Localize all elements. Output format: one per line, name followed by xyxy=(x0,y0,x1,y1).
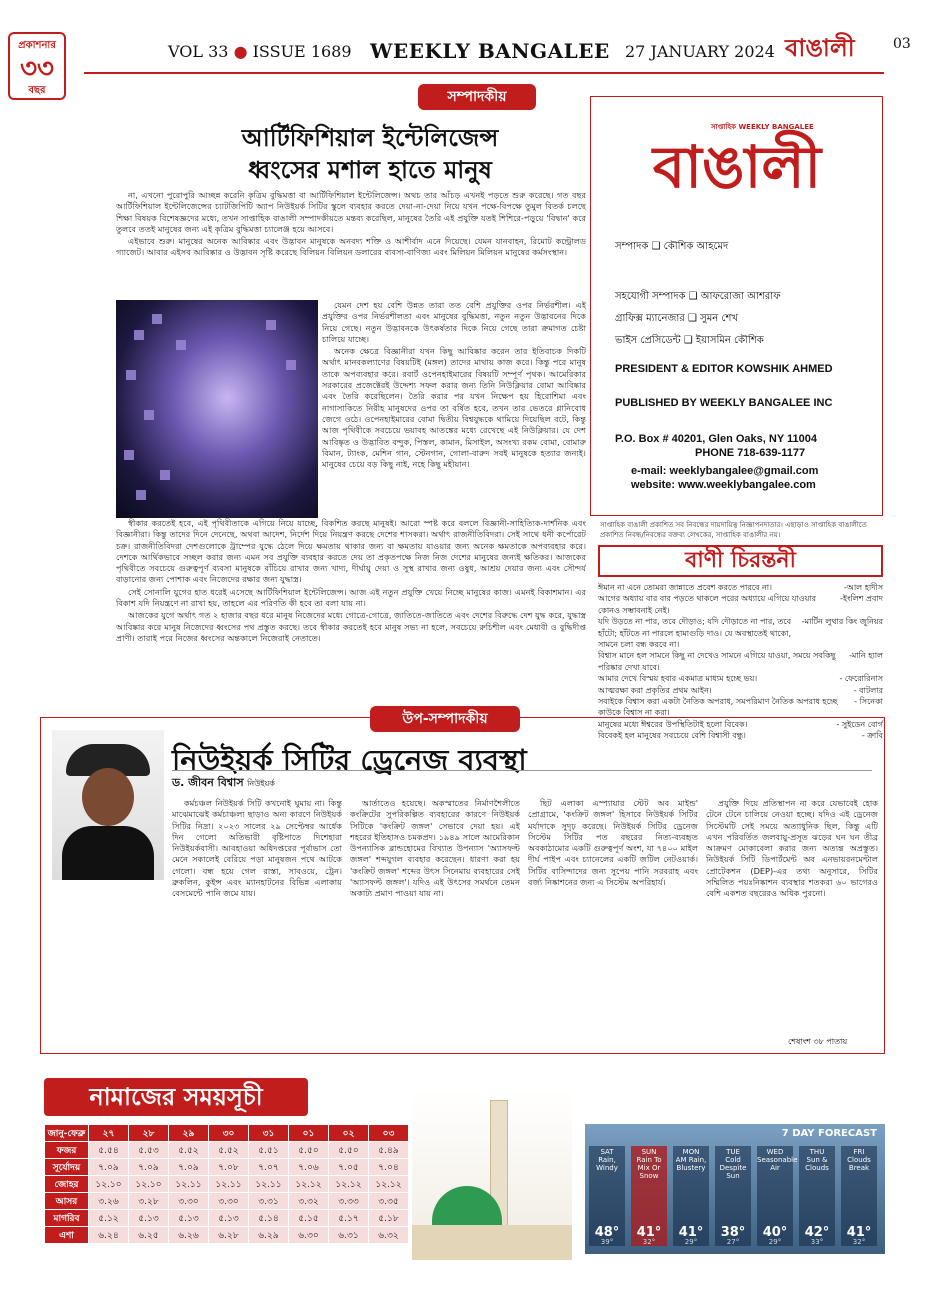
quote-item xyxy=(598,696,883,719)
quote-item xyxy=(598,593,883,616)
paragraph: ছিট এলাকা এস্প্যায়ার স্টেট অব মাইন্ড' প্রোগ্রামে, 'কংক্রিট জঙ্গল' হিসাবে নিউইয়র্ক সিটির মর্যাদাকে সুদৃঢ় করেছে। নিউইয়র্ক সিটির ড্রেনেজ সিস্টেম সিটির পত বছরের নিত্য-ব্যবহৃত অবকাঠামোর একটি গুরুত্বপূর্ণ অংশ, যা ৭৪০০ মাইল দীর্ঘ পাইপ এবং চ্যানেলের একটি জটিল নেটওয়ার্ক। সিটির বাসিন্দাদের জন্য সুপেয় পানি সরবরাহ এবং বর্জ্য নিষ্কাশনের জন্য এ সিস্টেম অপরিহার্য। xyxy=(528,798,698,888)
prayer-time: ১২.১০ xyxy=(89,1176,129,1193)
page-number: 03 xyxy=(893,36,911,52)
prayer-name: জোহর xyxy=(45,1176,89,1193)
prayer-time: ৫.৫১ xyxy=(249,1142,289,1159)
paragraph: অনেক ক্ষেত্রে বিজ্ঞানীরা যখন কিছু আবিষ্কার করেন তার ইতিবাচক দিকটি অর্থাৎ মানবকল্যাণের বিষয়টিই (মঙ্গল) তাদের মাথায় কাজ করে। কিন্তু পরে মানুষ তাকে অপব্যবহার করে। রবার্ট ওপেনহাইমারের বিষয়টি সম্পূর্ণ পৃথক। আমেরিকার সরকারের প্রজেক্টেরই উদ্দেশ্য সফল করার জন্য তিনি নিউক্লিয়ার বোমা আবিষ্কার এবং তৈরি করেছিলেন। তৈরি করার পর যখন নিক্ষেপ হয় হিরোশিমা এবং নাগাসাকিতে নিরীহ মানুষদের ওপর তা বর্ষিত হবে, তখন তার ভেতরে গ্লানিবোধ জেগে ওঠে। ওপেনহাইমারের বোমা দ্বিতীয় বিশ্বযুদ্ধকে থামিয়ে দিয়েছিল বটে, কিন্তু আজ পৃথিবীকে সবচেয়ে ভয়াবহ আতঙ্কের মধ্যে রেখেছে এই নিউক্লিয়ার। যে দেশ আবিষ্কৃত ও উদ্ভাবিত বন্দুক, পিস্তল, কামান, মিসাইল, অসংখ্য রকম বোমা, বোমারু বিমান, ট্যাংক, মেশিন গান, স্টেনগান, গোলা-বারুদ সবই মানুষকে হত্যার জন্যই। মানুষের চেয়ে বড় কিছু নাই, নহে কিছু মহীয়ান। xyxy=(322,346,586,470)
day-low: 32° xyxy=(642,1238,656,1246)
editorial-intro xyxy=(116,190,586,300)
prayer-time: ৩.৩০ xyxy=(209,1193,249,1210)
prayer-time: ৫.৫৪ xyxy=(89,1142,129,1159)
weather-forecast xyxy=(585,1124,885,1254)
quote-author: -মার্টিন লুথার কিং জুনিয়র xyxy=(801,617,883,627)
prayer-time: ১২.১২ xyxy=(289,1176,329,1193)
day-desc: Seasonable Air xyxy=(757,1156,798,1172)
prayer-time: ১২.১১ xyxy=(249,1176,289,1193)
sub-editorial-col4 xyxy=(706,798,878,1034)
issue-date: 27 JANUARY 2024 xyxy=(625,42,775,61)
quote-text: আগের অধ্যায় বার বার পড়তে থাকলে পরের অধ্যায়ে এগিয়ে যাওয়ার কোনও সম্ভাবনাই নেই। xyxy=(598,594,817,615)
day-name: THU xyxy=(809,1148,825,1156)
quote-author: -আল হাদীস xyxy=(843,583,883,592)
quote-author: - বাটলার xyxy=(853,685,883,695)
day-name: WED xyxy=(766,1148,784,1156)
prayer-date: ০২ xyxy=(329,1125,369,1142)
prayer-time: ৫.১৭ xyxy=(329,1210,369,1227)
prayer-time: ৬.৩২ xyxy=(369,1227,409,1244)
day-low: 33° xyxy=(810,1238,824,1246)
prayer-row xyxy=(45,1176,409,1193)
issue: ISSUE 1689 xyxy=(252,42,352,61)
prayer-time: ৩.২৮ xyxy=(129,1193,169,1210)
prayer-time: ৭.০৫ xyxy=(329,1159,369,1176)
prayer-time: ৭.০৬ xyxy=(289,1159,329,1176)
mosque-illustration xyxy=(412,1090,572,1260)
author-name: ড. জীবন বিশ্বাস xyxy=(172,776,244,789)
prayer-corner: জানু-ফেব্রু xyxy=(45,1125,89,1142)
prayer-row xyxy=(45,1193,409,1210)
masthead-small: সাপ্তাহিক WEEKLY BANGALEE xyxy=(711,123,814,131)
day-low: 32° xyxy=(852,1238,866,1246)
quote-item xyxy=(598,650,883,673)
forecast-day xyxy=(673,1146,709,1246)
prayer-time: ৫.৫২ xyxy=(169,1142,209,1159)
prayer-time: ৫.১৩ xyxy=(169,1210,209,1227)
prayer-name: মাগরিব xyxy=(45,1210,89,1227)
editorial-headline-line1: আর্টিফিশিয়াল ইন্টেলিজেন্স xyxy=(241,124,499,152)
day-desc: Rain, Windy xyxy=(596,1156,618,1172)
prayer-time: ৫.১৮ xyxy=(369,1210,409,1227)
quote-text: যদি উড়তে না পার, তবে দৌড়াও; যদি দৌড়াতে না পার, তবে হাঁটো; হাঁটতে না পারলে হামাগুড়ি দাও। যে অবস্থাতেই থাকো, সামনে চলা বন্ধ করবে না। xyxy=(598,617,792,650)
prayer-name: এশা xyxy=(45,1227,89,1244)
paragraph: আর্তাতেও হয়েছে। অকস্মাতের নির্মাণশৈলীতে কংক্রিটের সুপরিকল্পিত ব্যবহারের কারণে নিউইয়র্ক সিটিকে 'কংক্রিট জঙ্গল' সেভাবে দেয়া হয়। এই শহরের ইতিহাসও চমকপ্রদ। ১৯৪৯ সালে আমেরিকান উপন্যাসিক ব্লান্ডহোমের বিখ্যাত উপন্যাস 'অ্যাসফল্ট জঙ্গল' শব্দযুগল ব্যবহার করেছেন। ধারণা করা হয় 'কংক্রিট জঙ্গল' শব্দের উৎস সিনেমায় ব্যবহারের সেই 'অ্যাসফল্ট জঙ্গল'। যদিও এই উৎসের সমর্থনে তেমন অকাট্য প্রমাণ পাওয়া যায় না। xyxy=(350,798,520,899)
paragraph: না, এখনো পুরোপুরি আচ্ছন্ন করেনি কৃত্রিম বুদ্ধিমত্তা বা আর্টিফিশিয়াল ইন্টেলিজেন্স। অথচ তার আঁচড় এখনই পড়তে শুরু করেছে। গত বছর আর্টিফিশিয়াল ইন্টেলিজেন্সের চ্যাটজিপিটি অ্যাপ নিউইয়র্ক সিটির স্কুলে ব্যবহার করতে দেয়া-না-দেয়া নিয়ে যখন পক্ষে-বিপক্ষে তুমুল বিতর্ক চলছে শিক্ষা বিষয়ক বিশেষজ্ঞদের মধ্যে, তখন সাপ্তাহিক বাঙালী সম্পাদকীয়তে মন্তব্য করেছিল, মানুষের তৈরি এই প্রযুক্তি যতই শিশিরে-পড়ুয়ে 'বিদ্বান' করে তুলবে ততই মানুষের জন্য এই কৃত্রিম বুদ্ধিমত্তা চ্যালেঞ্জ হয়ে আসবে। xyxy=(116,190,586,234)
day-high: 41° xyxy=(846,1225,872,1240)
address-line: P.O. Box # 40201, Glen Oaks, NY 11004 xyxy=(615,433,818,445)
prayer-time: ১২.১১ xyxy=(209,1176,249,1193)
prayer-time: ৫.১২ xyxy=(89,1210,129,1227)
quote-author: - সিনেকা xyxy=(854,697,883,707)
day-high: 38° xyxy=(720,1225,746,1240)
prayer-time: ৬.২৫ xyxy=(129,1227,169,1244)
quote-author: -মানি হ্যাল xyxy=(848,651,883,661)
quote-author: - ক্রাবি xyxy=(861,731,883,741)
paragraph: এইভাবে শুরু। মানুষের অনেক আবিষ্কার এবং উদ্ভাবন মানুষকে অনবদ্য শক্তি ও আশীর্বাদ এনে দিয়েছে। যেমন যানবাহন, রিমোট কন্ট্রোলড গ্যাজেট। আবার এইসব আবিষ্কার ও উদ্ভাবন সৃষ্টি করেছে বিলিয়ন বিলিয়ন ডলারের ব্যবসা-বাণিজ্য এবং মিলিয়ন মিলিয়ন মানুষের কর্মসংস্থান। xyxy=(116,236,586,258)
prayer-header-row xyxy=(45,1125,409,1142)
prayer-time: ৫.১৫ xyxy=(289,1210,329,1227)
prayer-name: আসর xyxy=(45,1193,89,1210)
prayer-time: ৫.১৩ xyxy=(209,1210,249,1227)
prayer-time: ১২.১১ xyxy=(169,1176,209,1193)
quote-author: -ইংলিশ প্রবাদ xyxy=(840,594,883,604)
ai-face-image xyxy=(116,300,318,518)
prayer-date: ৩০ xyxy=(209,1125,249,1142)
day-high: 42° xyxy=(804,1225,830,1240)
prayer-time: ৫.৫০ xyxy=(329,1142,369,1159)
day-name: SAT xyxy=(600,1148,614,1156)
forecast-day xyxy=(715,1146,751,1246)
prayer-row xyxy=(45,1142,409,1159)
editor-line: সম্পাদক ❑ কৌশিক আহমেদ xyxy=(615,241,729,252)
quote-item xyxy=(598,582,883,593)
prayer-time: ৬.২৬ xyxy=(169,1227,209,1244)
paragraph: আজকের যুগে অর্থাৎ গত ২ হাজার বছর ধরে মানুষ নিজেদের মধ্যে গোত্রে-গোত্রে, জাতিতে-জাতিতে এবং দেশের বিরুদ্ধে দেশ যুদ্ধ করে, যুদ্ধাস্ত্র আবিষ্কার করে মানুষ নিজেদের ধ্বংসের পথ প্রস্তুত করছে। তবে স্বীকার করতেই হবে মানুষ সভ্য না হলে, সবচেয়ে রুচিশীল এবং মেধাবী ও বুদ্ধিদীপ্ত প্রাণী। তারাই পরে নিজের ধ্বংসের অন্তকালে নিজেরাই নেতাতে। xyxy=(116,610,586,643)
forecast-day xyxy=(631,1146,667,1246)
prayer-time: ১২.১০ xyxy=(129,1176,169,1193)
author-byline xyxy=(172,774,275,793)
editorial-right-column xyxy=(322,300,586,516)
prayer-time: ৩.৩১ xyxy=(249,1193,289,1210)
prayer-name: সূর্যোদয় xyxy=(45,1159,89,1176)
prayer-row xyxy=(45,1210,409,1227)
paragraph: যেমন দেশ হয় বেশি উন্নত তারা তত বেশি প্রযুক্তির ওপর নির্ভরশীল। এই প্রযুক্তির ওপর নির্ভরশীলতা এবং মানুষের বুদ্ধিমত্তা, নতুন নতুন উদ্ভাবনের দিকে নিয়ে গেছে। নতুন উদ্ভাবনকে উৎকর্ষতার দিকে নিয়ে গেছে তারা ক্রমাগত চেষ্টা চালিয়ে যাচ্ছে। xyxy=(322,300,586,344)
prayer-date: ০৩ xyxy=(369,1125,409,1142)
prayer-time: ৩.৩০ xyxy=(169,1193,209,1210)
day-desc: Clouds Break xyxy=(847,1156,871,1172)
quote-text: বিশ্বাস মানে হল সামনে কিছু না দেখেও সামনে এগিয়ে যাওয়া, সময়ে সবকিছু পরিষ্কার দেখা যাবে। xyxy=(598,651,836,672)
disclaimer-note: সাপ্তাহিক বাঙালী প্রকাশিত সব নিবন্ধের দায়দায়িত্ব নিজ্ঞাপনদাতার। এছাড়াও সাপ্তাহিক বাঙালীতে প্রকাশিত নিবন্ধ/নিবন্ধের বক্তব্য লেখকের, সাপ্তাহিক বাঙালীর নয়। xyxy=(600,521,867,539)
prayer-row xyxy=(45,1159,409,1176)
bullet-icon: ● xyxy=(233,42,253,61)
phone-line: PHONE 718-639-1177 xyxy=(695,447,806,459)
day-low: 39° xyxy=(600,1238,614,1246)
quote-item xyxy=(598,685,883,696)
day-name: MON xyxy=(682,1148,700,1156)
associate-editor-line: সহযোগী সম্পাদক ❑ আফরোজা আশরাফ xyxy=(615,291,781,302)
day-name: SUN xyxy=(641,1148,657,1156)
continued-note: শেষাংশ ৩৮ পাতায় xyxy=(788,1037,848,1046)
prayer-time: ৬.২৪ xyxy=(89,1227,129,1244)
prayer-time: ১২.১২ xyxy=(369,1176,409,1193)
day-desc: AM Rain, Blustery xyxy=(675,1156,707,1172)
day-name: TUE xyxy=(726,1148,740,1156)
day-low: 29° xyxy=(768,1238,782,1246)
volume: VOL 33 xyxy=(168,42,229,61)
quote-item xyxy=(598,673,883,684)
prayer-date: ৩১ xyxy=(249,1125,289,1142)
header-logo: বাঙালী xyxy=(785,33,855,62)
prayer-time: ৫.১৪ xyxy=(249,1210,289,1227)
header-divider xyxy=(84,72,884,74)
forecast-day xyxy=(589,1146,625,1246)
day-low: 29° xyxy=(684,1238,698,1246)
day-name: FRI xyxy=(853,1148,865,1156)
paragraph: স্বীকার করতেই হবে, এই পৃথিবীতাকে এগিয়ে নিয়ে যাচ্ছে, বিকশিত করছে মানুষই। আরো স্পষ্ট করে বললে বিজ্ঞানী-সাহিত্যিক-দার্শনিক এবং বিজ্ঞানীরা। কিন্তু তাদের দিনে দেনেছে, অথবা আদেশ, নির্দেশ দিয়ে নিয়ন্ত্রণ করছে দেশের শাসকরা। অর্থাৎ রাজনীতিবিদরা। সেই সাথে ধনী কর্পোরেট চক্র। রাজনীতিবিদরা দেশগুলোকে ট্রাম্পের যুদ্ধে ঠেলে দিয়ে ক্ষমতায় থাকার জন্য বা ক্ষমতায় যাওয়ার জন্য অনেক ক্ষমতাকে অপব্যবহার করে। দেশকে আর্থিকভাবে সচ্ছল করার জন্য এমন সব প্রযুক্তি ব্যবহার করতে দেয় তা প্রকৃতপক্ষে নিজ নিজ দেশের মানুষের জন্যই ক্ষতিকর। আজকের পৃথিবীতে সবচেয়ে গুরুত্বপূর্ণ ব্যবসা মানুষকে বাঁচিয়ে রাখার জন্য খাদ্য, দীর্ঘায়ু দেয়া ও সুস্থ রাখার জন্য ওষুধ, আশ্রয় দেয়ার জন্য এবং সৌন্দর্য বাড়ানোর জন্য পোশাক এবং নিজেদের রক্ষার জন্য যুদ্ধাস্ত্র। xyxy=(116,518,586,585)
prayer-time: ৩.২৬ xyxy=(89,1193,129,1210)
masthead-logo: বাঙালী xyxy=(652,133,822,201)
vice-president-line: ভাইস প্রেসিডেন্ট ❑ ইয়াসমিন কৌশিক xyxy=(615,335,764,346)
prayer-time: ৩.৩৩ xyxy=(329,1193,369,1210)
prayer-time: ৭.০৪ xyxy=(369,1159,409,1176)
day-high: 48° xyxy=(594,1225,620,1240)
sub-editorial-col1 xyxy=(172,798,342,1048)
prayer-date: ০১ xyxy=(289,1125,329,1142)
prayer-name: ফজর xyxy=(45,1142,89,1159)
quote-text: ঈমান না এনে তোমরা জান্নাতে প্রবেশ করতে পারবে না। xyxy=(598,583,772,592)
prayer-date: ২৮ xyxy=(129,1125,169,1142)
prayer-time: ১২.১২ xyxy=(329,1176,369,1193)
forecast-title: 7 DAY FORECAST xyxy=(781,1128,877,1139)
quote-text: আত্মরক্ষা করা প্রকৃতির প্রথম আইন। xyxy=(598,685,712,695)
day-low: 27° xyxy=(726,1238,740,1246)
anniversary-sub: বছর xyxy=(28,85,46,96)
day-high: 41° xyxy=(678,1225,704,1240)
website-line[interactable]: website: www.weeklybangalee.com xyxy=(631,479,816,491)
prayer-date: ২৯ xyxy=(169,1125,209,1142)
paragraph: কর্মচঞ্চল নিউইয়র্ক সিটি কখনোই ঘুমায় না। কিন্তু মাঝেমাঝেই কর্মচাঞ্চল্য ছাড়াও অন্য কারণে নিউইয়র্ক সিটির নিদ্রা। ২০২৩ সালের ২৯ সেপ্টেম্বর আর্ধেক দিন গেলো অতিভারী বৃষ্টিপাতে দিশেহারা নিউইয়র্কবাসী। আবহাওয়া অধিদপ্তরের পূর্বাভাস তো মেনে সকালেই বেরিয়ে পড়া মানুষজন পথে আটকে গেলো। বন্ধ হয়ে গেল রাস্তা, সাবওয়ে, ট্রেন। ব্রুকলিন, কুইন্স এবং ম্যানহাটনের বিভিন্ন এলাকায় বেসমেন্টে পানি জমে যায়। xyxy=(172,798,342,899)
prayer-time: ৭.০৭ xyxy=(249,1159,289,1176)
headline-divider xyxy=(172,770,872,771)
quote-text: বিবেকই হল মানুষের সবচেয়ে বেশি বিশ্বাসী বন্ধু। xyxy=(598,731,746,741)
anniversary-badge xyxy=(8,32,66,100)
sub-editorial-col2 xyxy=(350,798,520,1048)
forecast-day xyxy=(757,1146,798,1246)
editorial-tag: সম্পাদকীয় xyxy=(418,84,536,110)
anniversary-label: প্রকাশনার xyxy=(18,40,56,51)
anniversary-number: ৩৩ xyxy=(20,54,54,84)
quote-text: আমার দেখে বিস্ময় হবার একমাত্র মাধ্যম হচ্ছে ভয়। xyxy=(598,674,758,684)
quotes-title: বাণী চিরন্তনী xyxy=(598,545,883,577)
prayer-time: ৫.৪৯ xyxy=(369,1142,409,1159)
paragraph: সেই সোনালি যুগের হাত ধরেই এসেছে আর্টিফিশিয়াল ইন্টেলিজেন্স। আজ এই নতুন প্রযুক্তি খেয়ে নিচ্ছে মানুষের কাজ। এমনই বিকাশমান। এর বিকাশ যদি নিয়ন্ত্রণে না রাখা হয়, তাহলে এর পরিণতি কী হবে তা বলা যায় না। xyxy=(116,586,586,609)
volume-issue xyxy=(168,42,352,61)
president-line: PRESIDENT & EDITOR KOWSHIK AHMED xyxy=(615,363,833,375)
editorial-bottom xyxy=(116,518,586,702)
prayer-time: ৬.৩০ xyxy=(289,1227,329,1244)
paragraph: প্রযুক্তি দিয়ে প্রতিস্থাপন না করে যেভাবেই হোক টেনে টেনে চালিয়ে নেওয়া হচ্ছে। যদিও এই ড্রেনেজ সিস্টেমটি সেই সময়ে অত্যাধুনিক ছিল, কিন্তু এটি এখন পরিবর্তিত জলবায়ু-প্রসূত ঝড়ের ঘন ঘন তীব্র আক্রমণ মোকাবেলা করার জন্য অত্যন্ত অপ্রস্তুত। নিউইয়র্ক সিটি ডিপার্টমেন্ট অব এনভায়রনমেন্টাল প্রোটেকশন (DEP)-এর তথ্য অনুসারে, সিটির সম্মিলিত পয়ঃনিষ্কাশন ব্যবস্থার শতকরা ৬০ ভাগেরও বেশি একশত বছরেরও অধিক পুরনো। xyxy=(706,798,878,899)
forecast-day xyxy=(799,1146,835,1246)
prayer-table xyxy=(44,1124,409,1244)
publisher-line: PUBLISHED BY WEEKLY BANGALEE INC xyxy=(615,397,833,409)
day-desc: Rain To Mix Or Snow xyxy=(636,1156,662,1180)
prayer-time: ৫.৫৩ xyxy=(129,1142,169,1159)
prayer-row xyxy=(45,1227,409,1244)
day-desc: Sun & Clouds xyxy=(805,1156,829,1172)
paper-title: WEEKLY BANGALEE xyxy=(370,39,610,63)
prayer-time: ৭.০৮ xyxy=(209,1159,249,1176)
sub-editorial-col3 xyxy=(528,798,698,1048)
quote-author: - সুইডেন বোর্গ xyxy=(836,719,883,729)
sub-editorial-headline: নিউইয়র্ক সিটির ড্রেনেজ ব্যবস্থা xyxy=(172,743,527,777)
prayer-time: ৭.০৯ xyxy=(129,1159,169,1176)
quote-text: মানুষের মধ্যে ঈশ্বরের উপস্থিতিটাই হলো বিবেক। xyxy=(598,719,748,729)
prayer-time: ৩.৩২ xyxy=(289,1193,329,1210)
sub-editorial-tag: উপ-সম্পাদকীয় xyxy=(370,706,520,732)
author-location: নিউইয়র্ক xyxy=(247,779,275,788)
author-photo xyxy=(52,730,164,880)
masthead-box xyxy=(590,96,883,516)
prayer-date: ২৭ xyxy=(89,1125,129,1142)
email-line[interactable]: e-mail: weeklybangalee@gmail.com xyxy=(631,465,819,477)
prayer-time: ৬.২৮ xyxy=(209,1227,249,1244)
quote-item xyxy=(598,616,883,650)
prayer-time: ৫.৫২ xyxy=(209,1142,249,1159)
page-header xyxy=(0,0,945,96)
prayer-time: ৫.১৩ xyxy=(129,1210,169,1227)
prayer-time: ৬.৩১ xyxy=(329,1227,369,1244)
prayer-time: ৭.০৯ xyxy=(169,1159,209,1176)
prayer-time: ৬.২৯ xyxy=(249,1227,289,1244)
day-desc: Cold Despite Sun xyxy=(719,1156,747,1180)
quote-text: সবাইকে বিশ্বাস করা একটা নৈতিক অপরাধ, সমপরিমাণ নৈতিক অপরাধ হচ্ছে কাউকে বিশ্বাস না করা। xyxy=(598,697,838,718)
prayer-time: ৫.৫০ xyxy=(289,1142,329,1159)
prayer-schedule-title: নামাজের সময়সূচী xyxy=(44,1078,308,1116)
quote-author: - ফেরোরিনাস xyxy=(839,674,883,684)
forecast-day xyxy=(841,1146,877,1246)
prayer-time: ৩.৩৫ xyxy=(369,1193,409,1210)
day-high: 40° xyxy=(762,1225,788,1240)
prayer-time: ৭.০৯ xyxy=(89,1159,129,1176)
day-high: 41° xyxy=(636,1225,662,1240)
graphics-manager-line: গ্রাফিক্স ম্যানেজার ❑ সুমন শেখ xyxy=(615,313,738,324)
editorial-headline-line2: ধ্বংসের মশাল হাতে মানুষ xyxy=(248,156,492,184)
